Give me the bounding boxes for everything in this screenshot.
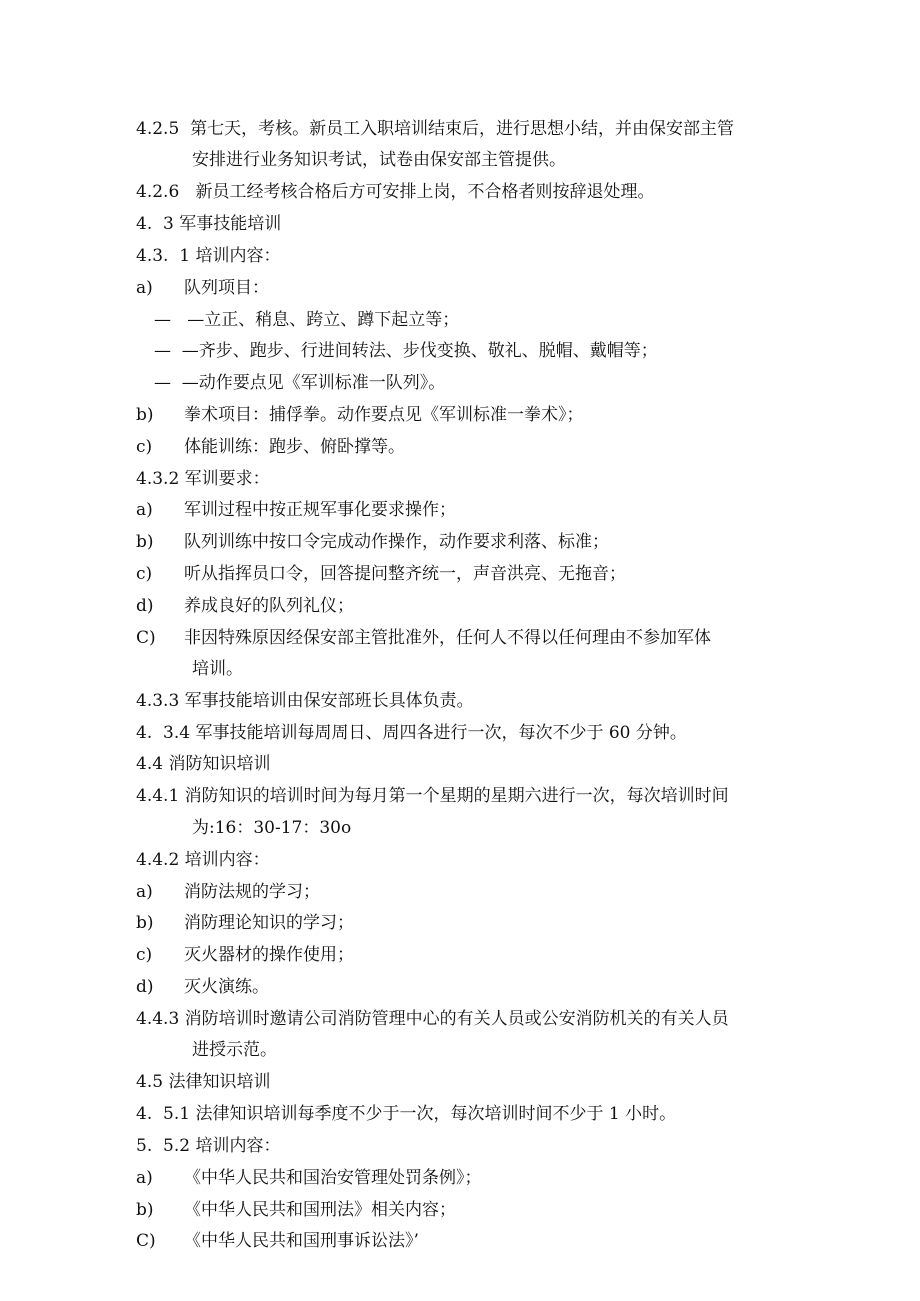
list-label: b) <box>136 913 154 933</box>
list-label: c) <box>136 437 153 457</box>
dash-item: — —动作要点见《军训标准一队列》。 <box>154 373 446 393</box>
list-label: a) <box>136 500 153 520</box>
list-item: 非因特殊原因经保安部主管批准外，任何人不得以任何理由不参加军体 <box>184 628 711 648</box>
clause-4-4-1-cont: 为:16：30-17：30o <box>192 818 352 838</box>
clause-4-4-1: 4.4.1 消防知识的培训时间为每月第一个星期的星期六进行一次，每次培训时间 <box>136 786 729 806</box>
clause-4-2-6: 4.2.6 新员工经考核合格后方可安排上岗，不合格者则按辞退处理。 <box>136 182 655 202</box>
list-item: 体能训练：跑步、俯卧撑等。 <box>184 437 405 457</box>
list-item: 拳术项目：捕俘拳。动作要点见《军训标准一拳术》； <box>184 405 584 425</box>
dash-item: — —立正、稍息、跨立、蹲下起立等； <box>154 310 460 330</box>
clause-4-3-2: 4.3.2 军训要求： <box>136 469 270 489</box>
list-item: 军训过程中按正规军事化要求操作； <box>184 500 456 520</box>
list-item: 队列项目： <box>184 278 269 298</box>
list-label: c) <box>136 945 153 965</box>
list-item: 灭火器材的操作使用； <box>184 945 354 965</box>
list-item: 《中华人民共和国刑事诉讼法》’ <box>184 1231 419 1251</box>
clause-4-4-3: 4.4.3 消防培训时邀请公司消防管理中心的有关人员或公安消防机关的有关人员 <box>136 1009 729 1029</box>
list-item: 灭火演练。 <box>184 977 269 997</box>
clause-4-3-1: 4.3. 1 培训内容： <box>136 246 281 266</box>
list-label: C) <box>136 1231 156 1251</box>
list-item: 《中华人民共和国刑法》相关内容； <box>184 1200 456 1220</box>
list-label: b) <box>136 532 154 552</box>
list-label: a) <box>136 882 153 902</box>
list-label: d) <box>136 596 154 616</box>
clause-4-4-2: 4.4.2 培训内容： <box>136 850 270 870</box>
list-label: a) <box>136 1168 153 1188</box>
list-label: d) <box>136 977 154 997</box>
clause-4-2-5-cont: 安排进行业务知识考试，试卷由保安部主管提供。 <box>192 150 566 170</box>
section-4-4-heading: 4.4 消防知识培训 <box>136 754 271 774</box>
list-item: 消防理论知识的学习； <box>184 913 354 933</box>
list-item: 养成良好的队列礼仪； <box>184 596 354 616</box>
clause-4-2-5: 4.2.5 第七天，考核。新员工入职培训结束后，进行思想小结，并由保安部主管 <box>136 119 735 139</box>
section-4-3-heading: 4. 3 军事技能培训 <box>136 214 282 234</box>
clause-4-3-4: 4. 3.4 军事技能培训每周周日、周四各进行一次，每次不少于 60 分钟。 <box>136 723 687 743</box>
list-label: c) <box>136 564 153 584</box>
list-item-cont: 培训。 <box>192 659 243 679</box>
list-label: b) <box>136 1200 154 1220</box>
clause-5-5-2: 5. 5.2 培训内容： <box>136 1136 281 1156</box>
dash-item: — —齐步、跑步、行进间转法、步伐变换、敬礼、脱帽、戴帽等； <box>154 341 658 361</box>
list-item: 消防法规的学习； <box>184 882 320 902</box>
list-item: 队列训练中按口令完成动作操作，动作要求利落、标准； <box>184 532 609 552</box>
list-item: 《中华人民共和国治安管理处罚条例》； <box>184 1168 482 1188</box>
list-label: C) <box>136 628 156 648</box>
clause-4-5-1: 4. 5.1 法律知识培训每季度不少于一次，每次培训时间不少于 1 小时。 <box>136 1104 677 1124</box>
list-label: a) <box>136 278 153 298</box>
clause-4-4-3-cont: 进授示范。 <box>192 1040 277 1060</box>
list-label: b) <box>136 405 154 425</box>
section-4-5-heading: 4.5 法律知识培训 <box>136 1072 271 1092</box>
list-item: 听从指挥员口令，回答提问整齐统一，声音洪亮、无拖音； <box>184 564 626 584</box>
clause-4-3-3: 4.3.3 军事技能培训由保安部班长具体负责。 <box>136 691 474 711</box>
